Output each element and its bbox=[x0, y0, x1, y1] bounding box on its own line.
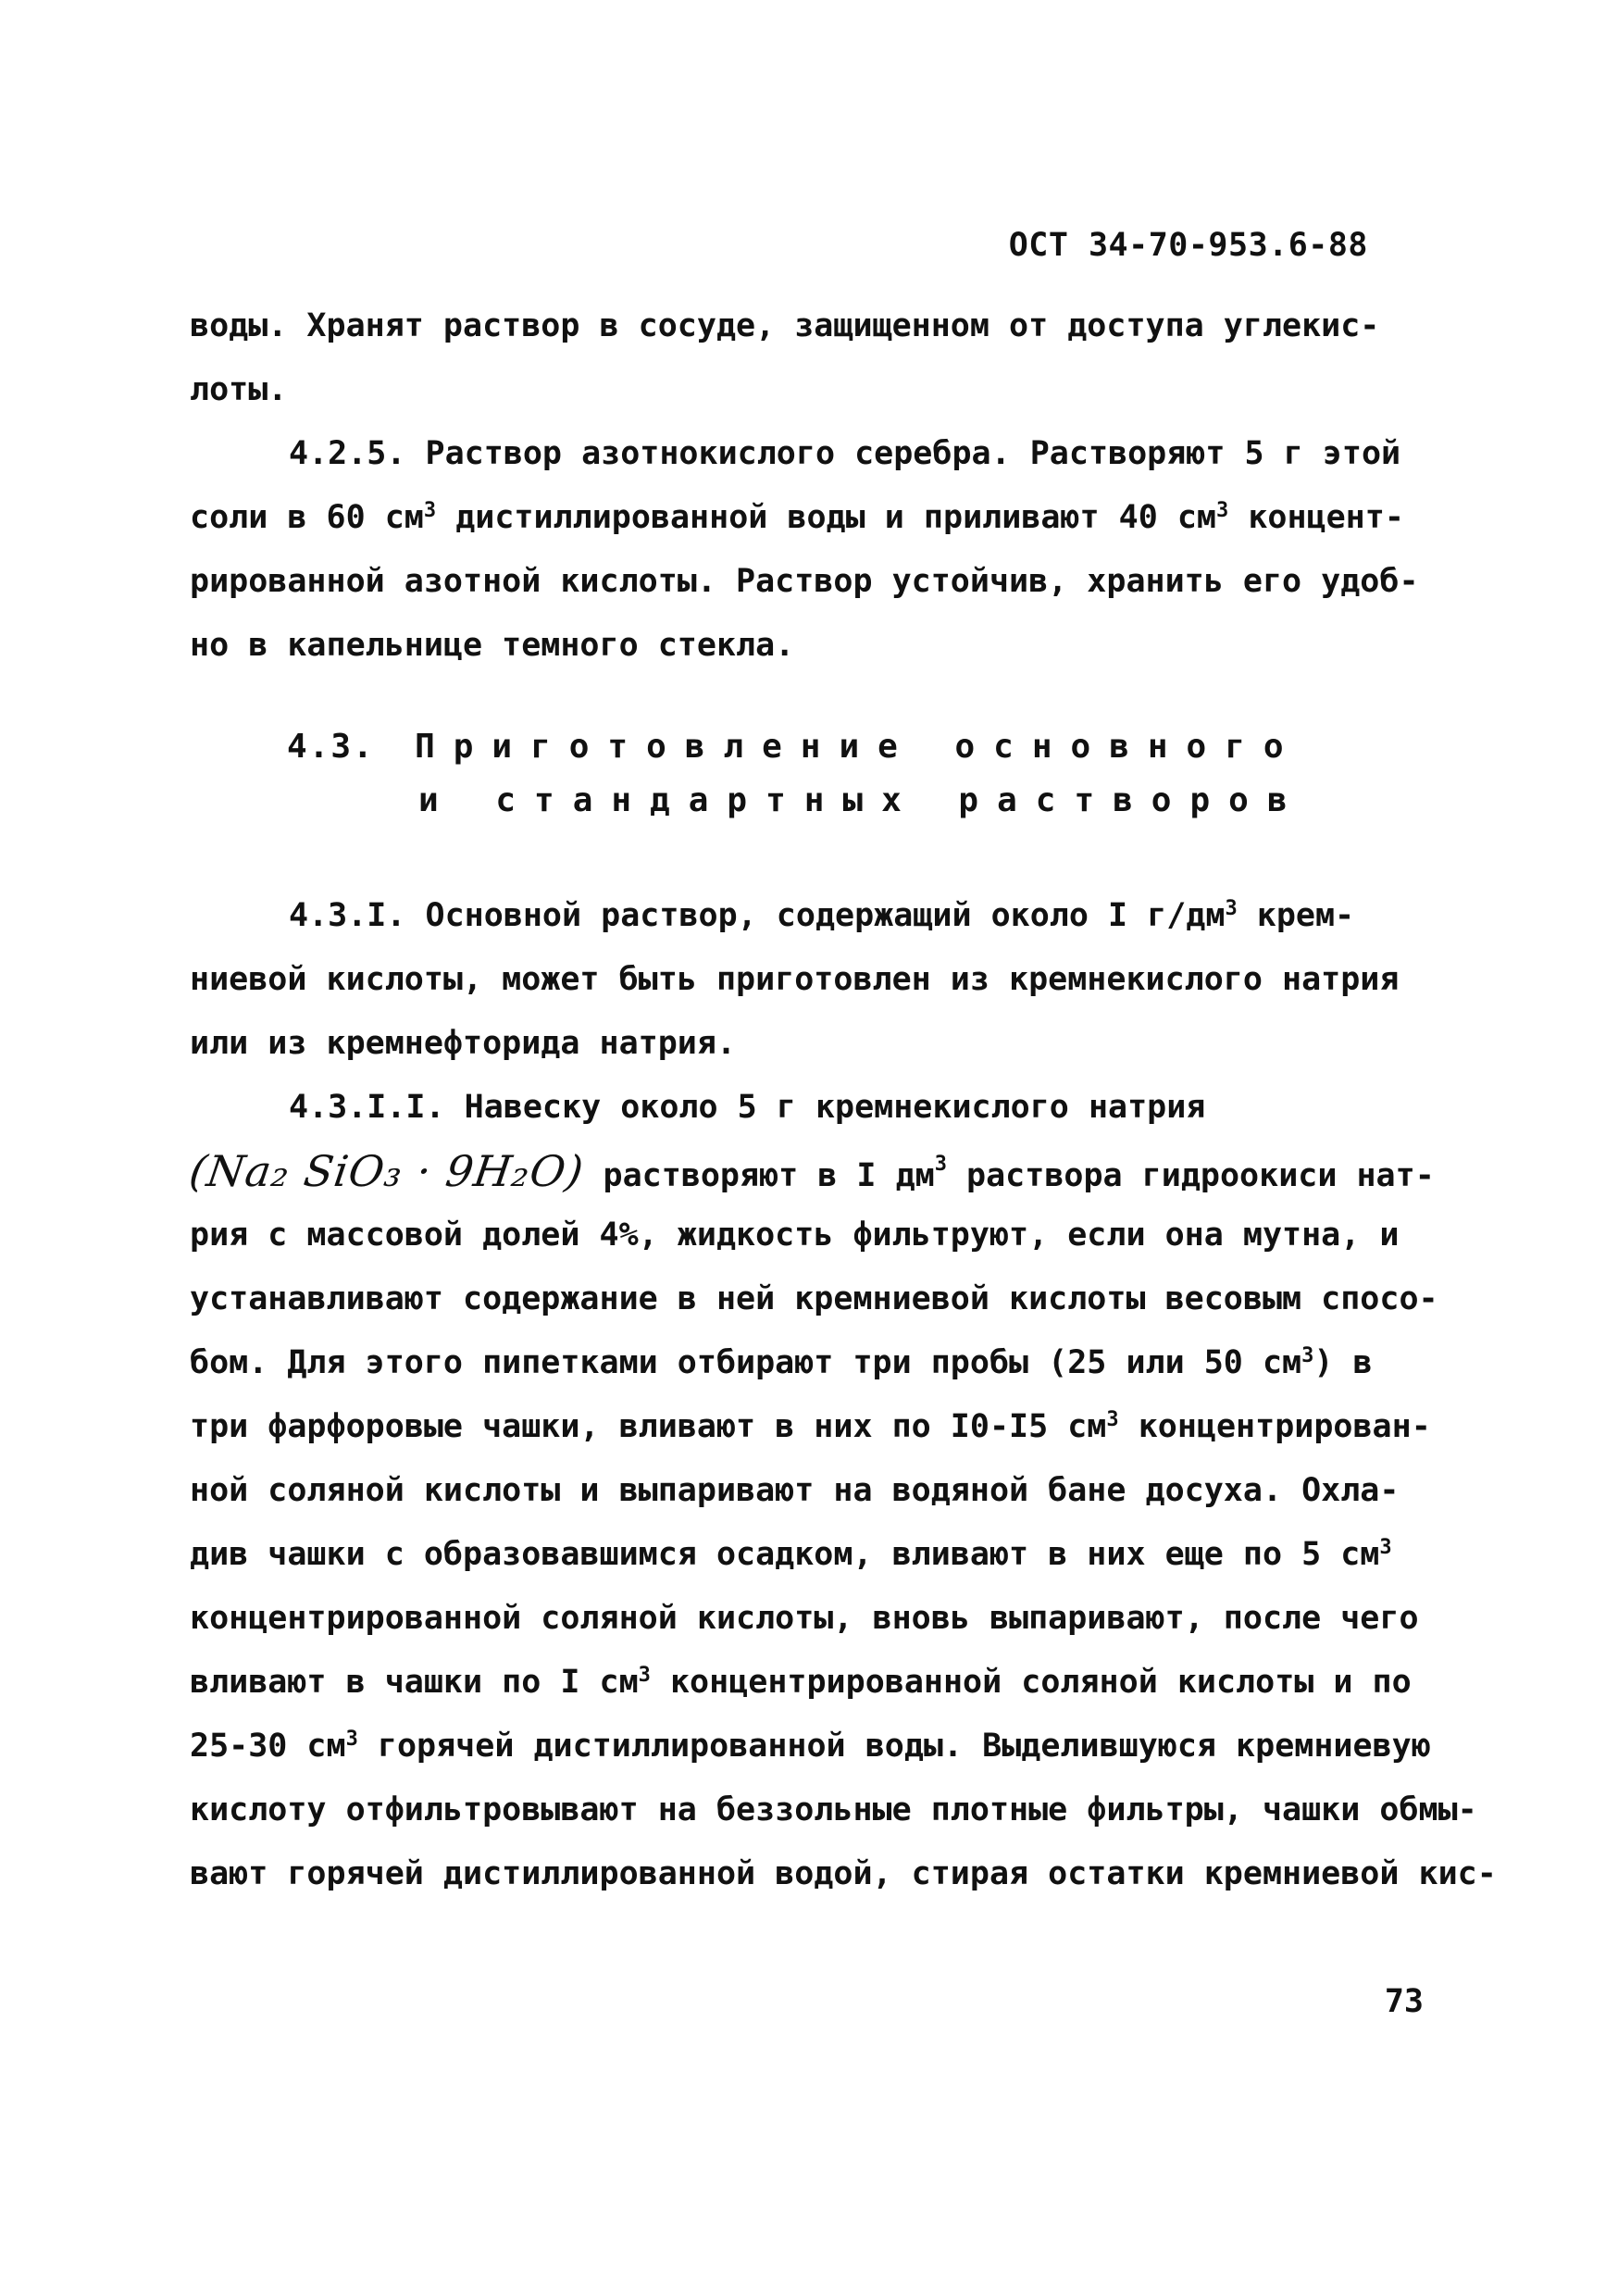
paragraph-4-3-1 bbox=[190, 884, 1467, 1076]
superscript: 3 bbox=[423, 499, 437, 522]
text-line: 4.2.5. Раствор азотнокислого серебра. Растворяют 5 г этой bbox=[289, 435, 1401, 472]
text-line: ниевой кислоты, может быть приготовлен из кремнекислого натрия bbox=[190, 961, 1400, 998]
text-fragment: концентрирован- bbox=[1118, 1408, 1431, 1445]
superscript: 3 bbox=[1106, 1408, 1119, 1431]
text-fragment: вливают в чашки по I см bbox=[190, 1664, 639, 1701]
text-line bbox=[190, 1523, 1467, 1587]
text-line: или из кремнефторида натрия. bbox=[190, 1025, 737, 1062]
superscript: 3 bbox=[934, 1153, 947, 1176]
page-number: 73 bbox=[1384, 1983, 1424, 2020]
text-line bbox=[190, 486, 1467, 550]
text-fragment: крем- bbox=[1237, 897, 1355, 934]
text-line bbox=[190, 1395, 1467, 1459]
text-fragment: концентрированной соляной кислоты и по bbox=[650, 1664, 1412, 1701]
superscript: 3 bbox=[1301, 1344, 1314, 1367]
handwritten-formula: (Na₂ SiO₃ · 9H₂O) bbox=[186, 1146, 588, 1196]
text-line bbox=[186, 1140, 1467, 1204]
text-line: воды. Хранят раствор в сосуде, защищенном от доступа углекис- bbox=[190, 307, 1380, 344]
text-line: ной соляной кислоты и выпаривают на водяной бане досуха. Охла- bbox=[190, 1472, 1400, 1509]
paragraph-intro bbox=[190, 294, 1467, 422]
text-line: рированной азотной кислоты. Раствор устойчив, хранить его удоб- bbox=[190, 563, 1419, 600]
text-line bbox=[190, 884, 1467, 948]
superscript: 3 bbox=[1379, 1536, 1392, 1559]
section-title-line2: и стандартных растворов bbox=[418, 781, 1306, 819]
text-fragment: горячей дистиллированной воды. Выделившуюся кремниевую bbox=[357, 1728, 1431, 1765]
superscript: 3 bbox=[1225, 897, 1238, 920]
text-line: лоты. bbox=[190, 371, 288, 408]
text-fragment: див чашки с образовавшимся осадком, вливают в них еще по 5 см bbox=[190, 1536, 1380, 1573]
text-line bbox=[190, 1331, 1467, 1395]
text-line bbox=[190, 1651, 1467, 1715]
superscript: 3 bbox=[638, 1664, 651, 1687]
text-line: концентрированной соляной кислоты, вновь выпаривают, после чего bbox=[190, 1600, 1419, 1637]
text-fragment: раствора гидроокиси нат- bbox=[946, 1157, 1435, 1194]
text-fragment: бом. Для этого пипетками отбирают три пробы (25 или 50 см bbox=[190, 1344, 1302, 1381]
section-heading-4-3 bbox=[287, 720, 1306, 828]
section-heading-line1 bbox=[287, 720, 1306, 774]
text-fragment: ) в bbox=[1313, 1344, 1373, 1381]
text-fragment: концент- bbox=[1228, 499, 1404, 536]
text-line: но в капельнице темного стекла. bbox=[190, 627, 795, 664]
section-number: 4.3. bbox=[287, 728, 375, 766]
text-line: вают горячей дистиллированной водой, стирая остатки кремниевой кис- bbox=[190, 1855, 1497, 1892]
text-fragment: 25-30 см bbox=[190, 1728, 346, 1765]
superscript: 3 bbox=[1216, 499, 1229, 522]
superscript: 3 bbox=[345, 1728, 358, 1751]
text-fragment: три фарфоровые чашки, вливают в них по I0-I5 см bbox=[190, 1408, 1107, 1445]
paragraph-4-3-1-1 bbox=[186, 1076, 1497, 1906]
text-line: кислоту отфильтровывают на беззольные плотные фильтры, чашки обмы- bbox=[190, 1791, 1477, 1828]
text-fragment: соли в 60 см bbox=[190, 499, 424, 536]
text-line bbox=[190, 1715, 1467, 1778]
text-fragment: 4.3.I. Основной раствор, содержащий около I г/дм bbox=[289, 897, 1226, 934]
paragraph-4-2-5 bbox=[190, 422, 1467, 678]
text-fragment: дистиллированной воды и приливают 40 см bbox=[436, 499, 1216, 536]
text-fragment: растворяют в I дм bbox=[583, 1157, 935, 1194]
section-title-line1: Приготовление основного bbox=[415, 728, 1302, 766]
document-header: ОСТ 34-70-953.6-88 bbox=[1008, 227, 1368, 264]
text-line: рия с массовой долей 4%, жидкость фильтруют, если она мутна, и bbox=[190, 1217, 1400, 1254]
text-line: устанавливают содержание в ней кремниевой кислоты весовым спосо- bbox=[190, 1280, 1438, 1317]
text-line: 4.3.I.I. Навеску около 5 г кремнекислого натрия bbox=[289, 1089, 1206, 1126]
